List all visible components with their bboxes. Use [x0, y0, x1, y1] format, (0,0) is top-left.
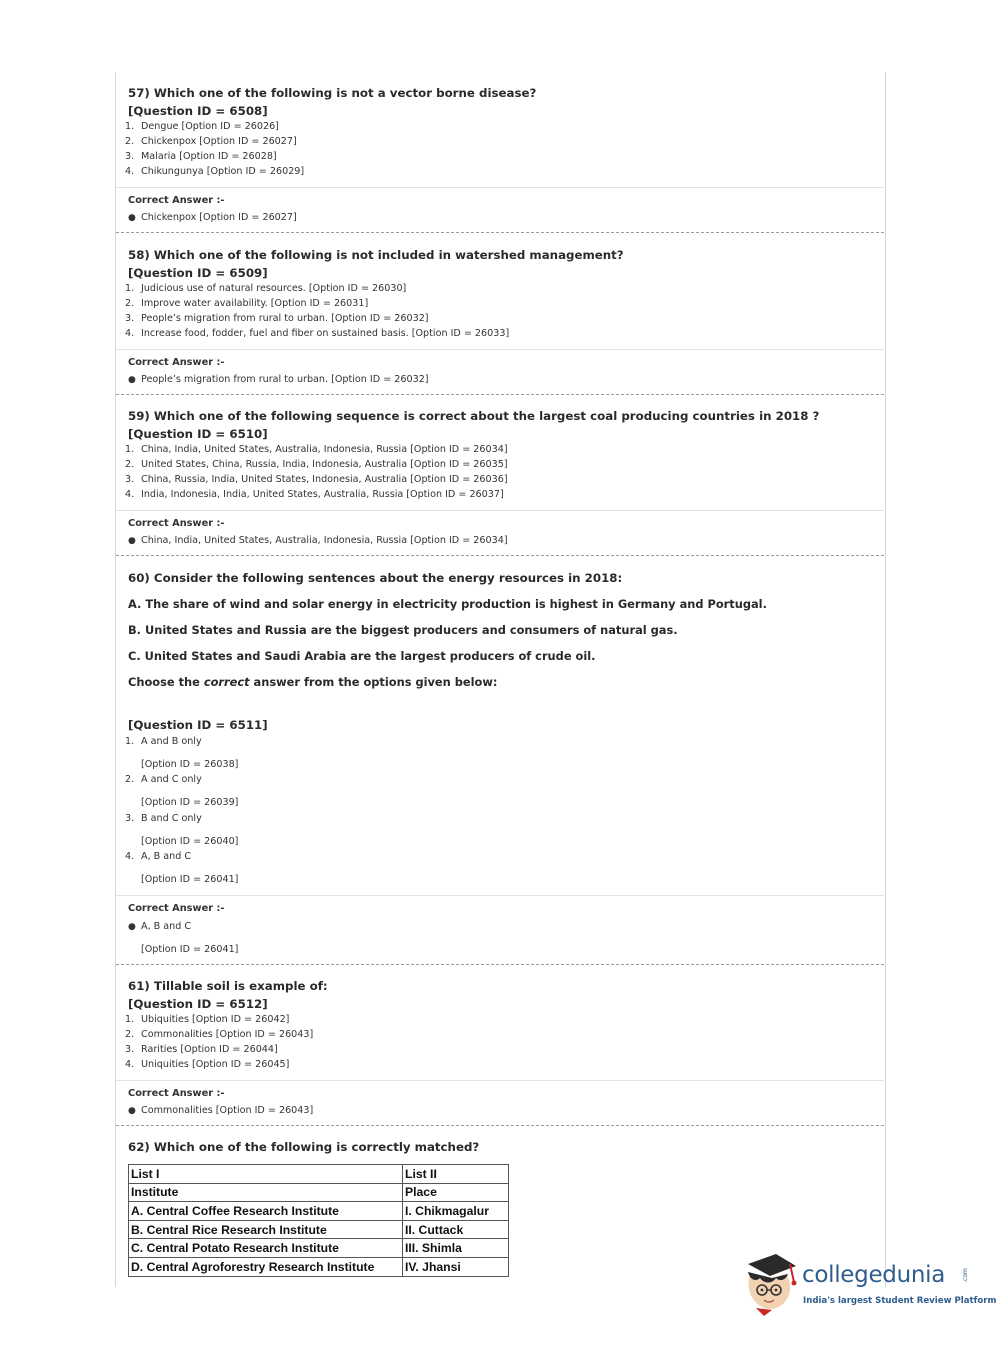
- question-id: [Question ID = 6510]: [128, 427, 268, 441]
- bullet-icon: ●: [128, 922, 136, 932]
- table-row: [129, 1257, 509, 1276]
- bullet-icon: ●: [128, 1106, 136, 1116]
- question-id: [Question ID = 6508]: [128, 104, 268, 118]
- divider: [116, 895, 884, 896]
- option: 1. A and B only: [125, 736, 202, 747]
- correct-answer: ● Chickenpox [Option ID = 26027]: [128, 212, 297, 223]
- correct-answer: ● China, India, United States, Australia, Indonesia, Russia [Option ID = 26034]: [128, 535, 508, 546]
- table-cell: IV. Jhansi: [403, 1257, 509, 1276]
- correct-answer-label: Correct Answer :-: [128, 195, 225, 206]
- correct-answer: ● A, B and C: [128, 921, 192, 932]
- option: 2. Chickenpox [Option ID = 26027]: [125, 136, 297, 147]
- correct-answer-label: Correct Answer :-: [128, 903, 225, 914]
- correct-answer-label: Correct Answer :-: [128, 1088, 225, 1099]
- question-id: [Question ID = 6509]: [128, 266, 268, 280]
- question-59: [116, 395, 884, 557]
- collegedunia-logo[interactable]: [742, 1250, 997, 1320]
- table-row: [129, 1202, 509, 1221]
- option: 3. B and C only: [125, 813, 202, 824]
- table-cell: C. Central Potato Research Institute: [129, 1239, 403, 1258]
- bullet-icon: ●: [128, 375, 136, 385]
- option: 1. Dengue [Option ID = 26026]: [125, 121, 279, 132]
- match-table: [128, 1164, 509, 1277]
- question-divider: [116, 232, 884, 233]
- option: 2. Commonalities [Option ID = 26043]: [125, 1029, 314, 1040]
- logo-wordmark: collegedunia: [802, 1262, 946, 1288]
- table-cell: III. Shimla: [403, 1239, 509, 1258]
- option-id: [Option ID = 26040]: [141, 836, 239, 847]
- option-id: [Option ID = 26041]: [141, 874, 239, 885]
- option: 2. A and C only: [125, 774, 202, 785]
- divider: [116, 187, 884, 188]
- correct-answer-label: Correct Answer :-: [128, 357, 225, 368]
- option: 1. Ubiquities [Option ID = 26042]: [125, 1014, 290, 1025]
- option: 3. Malaria [Option ID = 26028]: [125, 151, 277, 162]
- table-row: [129, 1165, 509, 1184]
- question-58: [116, 234, 884, 396]
- option: 4. A, B and C: [125, 851, 192, 862]
- correct-answer-label: Correct Answer :-: [128, 518, 225, 529]
- option: 4. Uniquities [Option ID = 26045]: [125, 1059, 290, 1070]
- question-title: 61) Tillable soil is example of:: [128, 979, 328, 993]
- table-cell: D. Central Agroforestry Research Institute: [129, 1257, 403, 1276]
- logo-suffix: .com: [961, 1268, 969, 1283]
- table-cell: II. Cuttack: [403, 1220, 509, 1239]
- table-cell: A. Central Coffee Research Institute: [129, 1202, 403, 1221]
- statement-b: B. United States and Russia are the biggest producers and consumers of natural gas.: [128, 623, 678, 637]
- question-60: [116, 557, 884, 967]
- statement-a: A. The share of wind and solar energy in electricity production is highest in Germany and Portugal.: [128, 597, 767, 611]
- question-title: 59) Which one of the following sequence is correct about the largest coal producing countries in 2018 ?: [128, 409, 820, 423]
- question-57: [116, 72, 884, 234]
- mascot-icon: [742, 1250, 800, 1320]
- table-cell: List II: [403, 1165, 509, 1184]
- option: 2. United States, China, Russia, India, Indonesia, Australia [Option ID = 26035]: [125, 459, 508, 470]
- divider: [116, 510, 884, 511]
- question-title: 60) Consider the following sentences about the energy resources in 2018:: [128, 571, 623, 585]
- table-row: [129, 1239, 509, 1258]
- instruction: Choose the correct answer from the options given below:: [128, 675, 498, 689]
- option: 2. Improve water availability. [Option ID = 26031]: [125, 298, 369, 309]
- correct-answer: ● People’s migration from rural to urban. [Option ID = 26032]: [128, 374, 429, 385]
- table-cell: I. Chikmagalur: [403, 1202, 509, 1221]
- question-title: 57) Which one of the following is not a vector borne disease?: [128, 86, 537, 100]
- table-cell: B. Central Rice Research Institute: [129, 1220, 403, 1239]
- option: 4. India, Indonesia, India, United States, Australia, Russia [Option ID = 26037]: [125, 489, 504, 500]
- statement-c: C. United States and Saudi Arabia are the largest producers of crude oil.: [128, 649, 596, 663]
- option-id: [Option ID = 26038]: [141, 759, 239, 770]
- option: 4. Chikungunya [Option ID = 26029]: [125, 166, 305, 177]
- correct-answer-id: [Option ID = 26041]: [141, 944, 239, 955]
- option: 3. People’s migration from rural to urban. [Option ID = 26032]: [125, 313, 429, 324]
- question-62: [116, 1126, 884, 1166]
- divider: [116, 349, 884, 350]
- question-title: 62) Which one of the following is correctly matched?: [128, 1140, 480, 1154]
- table-cell: Institute: [129, 1183, 403, 1202]
- bullet-icon: ●: [128, 213, 136, 223]
- bullet-icon: ●: [128, 536, 136, 546]
- logo-tagline: India's largest Student Review Platform: [803, 1296, 997, 1306]
- option: 4. Increase food, fodder, fuel and fiber on sustained basis. [Option ID = 26033]: [125, 328, 510, 339]
- question-id: [Question ID = 6512]: [128, 997, 268, 1011]
- question-61: [116, 964, 884, 1126]
- option: 3. China, Russia, India, United States, Indonesia, Australia [Option ID = 26036]: [125, 474, 508, 485]
- correct-answer: ● Commonalities [Option ID = 26043]: [128, 1105, 314, 1116]
- table-row: [129, 1183, 509, 1202]
- question-title: 58) Which one of the following is not included in watershed management?: [128, 248, 624, 262]
- question-id: [Question ID = 6511]: [128, 718, 268, 732]
- option: 3. Rarities [Option ID = 26044]: [125, 1044, 278, 1055]
- option: 1. Judicious use of natural resources. [Option ID = 26030]: [125, 283, 407, 294]
- divider: [116, 1080, 884, 1081]
- table-cell: List I: [129, 1165, 403, 1184]
- table-row: [129, 1220, 509, 1239]
- question-divider: [116, 555, 884, 556]
- option: 1. China, India, United States, Australia, Indonesia, Russia [Option ID = 26034]: [125, 444, 508, 455]
- table-cell: Place: [403, 1183, 509, 1202]
- option-id: [Option ID = 26039]: [141, 797, 239, 808]
